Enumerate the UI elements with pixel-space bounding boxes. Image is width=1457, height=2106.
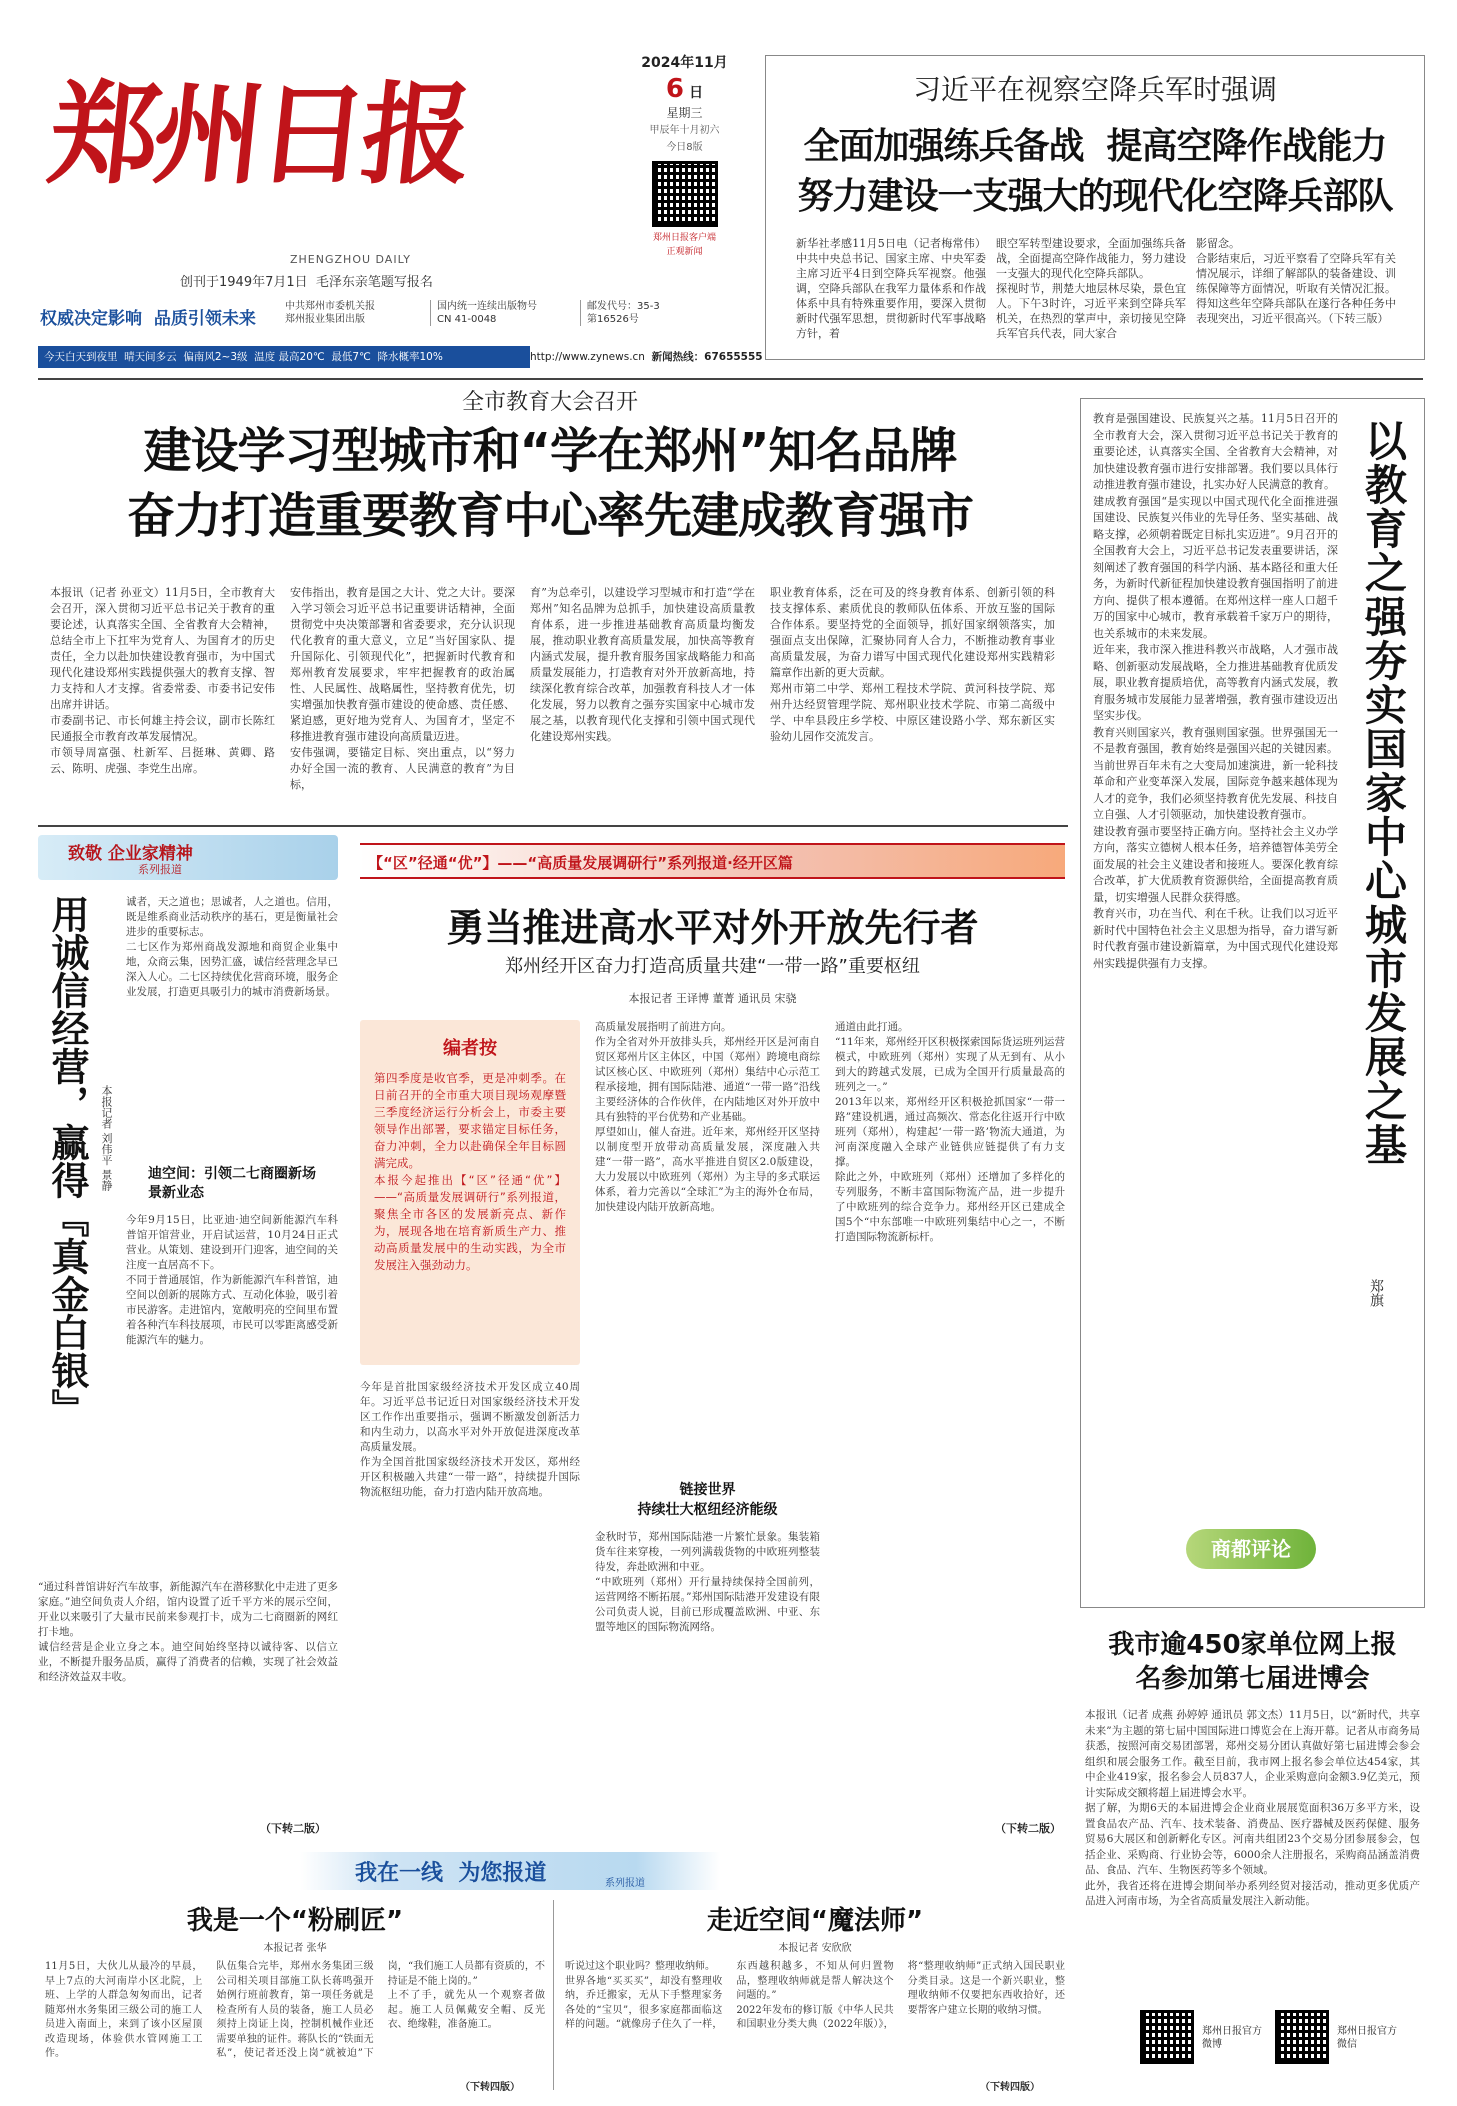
frontline-left-headline: 我是一个“粉刷匠”: [186, 1906, 404, 1936]
top-story: [765, 55, 1425, 360]
post-code: 邮发代号：35-3: [587, 301, 660, 312]
logo-english: ZHENGZHOU DAILY: [290, 253, 411, 266]
entrepreneur-continued: （下转二版）: [260, 1822, 326, 1835]
year-month: 2024年11月: [641, 55, 728, 71]
entrepreneur-headline: 用诚信经营，赢得『真金白银』: [45, 895, 89, 1427]
editor-note-box: [360, 1020, 580, 1365]
sponsor-1: 中共郑州市委机关报: [285, 301, 375, 312]
frontline-right-headline: 走近空间“魔法师”: [706, 1906, 924, 1936]
education-headline-1: 建设学习型城市和“学在郑州”知名品牌: [143, 423, 957, 479]
district-col-3: 通道由此打通。 “11年来，郑州经开区积极探索国际货运班列运营模式，中欧班列（郑州）实现了从无到有、从小到大的跨越式发展，已成为全国开行质量最高的班列之一。” 2013年以来，郑州经开区积极抢抓国家“一带一路”建设机遇，通过高频次、常态化往返开行中欧班列（郑州），构建起‘一带一路’物流大通道，为河南深度融入全球产业链供应链提供了有力支撑。 除此之外，中欧班列（郑州）还增加了多样化的专列服务，不断丰富国际物流产品，进一步提升了中欧班列的综合竞争力。郑州经开区已建成全国5个“中东部唯一中欧班列集结中心之一，不断打造国际物流新标杆。: [835, 1021, 1065, 1243]
day-line: [622, 74, 747, 104]
weekday: 星期三: [666, 106, 703, 120]
footer-qr-group: [1140, 2010, 1400, 2085]
entrepreneur-body-bottom: “通过科普馆讲好汽车故事，新能源汽车在潜移默化中走进了更多家庭。”迪空间负责人介绍，馆内设置了近千平方米的展示空间，开业以来吸引了大量市民前来参观打卡，成为二七商圈新的网红打卡地。 诚信经营是企业立身之本。迪空间始终坚持以诚待客、以信立业，不断提升服务品质，赢得了消费者的信赖，实现了社会效益和经济效益双丰收。: [38, 1581, 338, 1683]
editor-note-body: 第四季度是收官季，更是冲刺季。在日前召开的全市重大项目现场观摩暨三季度经济运行分析会上，市委主要领导作出部署，要求锚定目标任务，奋力冲刺，全力以赴确保全年目标圆满完成。 本报今起推出【“区”径通“优”】——“高质量发展调研行”系列报道，聚焦全市各区的发展新亮点、新作为，展现各地在培育新质生产力、推动高质量发展中的生动实践，为全市发展注入强劲动力。: [374, 1071, 566, 1272]
frontline-left-continued: （下转四版）: [460, 2082, 520, 2093]
district-section: [355, 835, 1070, 1845]
frontline-left-byline: 本报记者 张华: [263, 1943, 327, 1954]
website-link[interactable]: http://www.zynews.cn: [530, 351, 645, 363]
district-continued: （下转二版）: [995, 1822, 1061, 1835]
entrepreneur-subhead: 迪空间：引领二七商圈新场景新业态: [148, 1166, 316, 1201]
expo-headline: 我市逾450家单位网上报名参加第七届进博会: [1108, 1630, 1397, 1694]
top-story-col-3: 影留念。 合影结束后，习近平察看了空降兵军有关情况展示，详细了解部队的装备建设、训练保障等方面情况，听取有关情况汇报。得知这些年空降兵部队在遂行各种任务中表现突出，习近平很高兴。（下转三版）: [1196, 237, 1396, 325]
cn-label: 国内统一连续出版物号: [437, 301, 537, 312]
url-line: [530, 346, 763, 368]
commentary-box: [1080, 398, 1425, 1608]
slogan: 权威决定影响 品质引领未来: [40, 309, 256, 329]
top-story-kicker: 习近平在视察空降兵军时强调: [912, 73, 1277, 106]
newspaper-logo: 郑州日报: [43, 70, 473, 199]
page-count: 今日8版: [666, 142, 703, 153]
divider-frontline: [553, 1900, 554, 2090]
founded-line: [180, 271, 433, 290]
top-story-col-2: 眼空军转型建设要求，全面加强练兵备战，全面提高空降作战能力，努力建设一支强大的现代化空降兵部队。 探视时节，荆楚大地层林尽染，景色宜人。下午3时许，习近平来到空降兵军机关，在热烈的掌声中，亲切接见空降兵军官兵代表，同大家合: [996, 237, 1186, 340]
commentary-title: 以教育之强夯实国家中心城市发展之基: [1359, 419, 1408, 1167]
district-subhead: 郑州经开区奋力打造高质量共建“一带一路”重要枢纽: [505, 956, 920, 977]
frontline-left-body: 11月5日，大伙儿从最冷的早晨，早上7点的大河南岸小区北院，上班、上学的人群急匆匆而出，记者随郑州水务集团三级公司的施工人员进入南面上，来到了该小区屋顶改造现场，体验供水管网施工工作。 队伍集合完毕，郑州水务集团三级公司相关项目部施工队长蒋鸣强开始例行班前教育，第一项任务就是检查所有人员的装备，施工人员必须持上岗证上岗，控制机械作业还需要单独的证件。蒋队长的“铁面无私”，使记者还没上岗“就被迫”下岗，“我们施工人员都有资质的，不持证是不能上岗的。” 上不了手，就先从一个观察者做起。施工人员佩戴安全帽、反光衣、绝缘鞋，准备施工。: [45, 1961, 545, 2059]
calligraphy-note: 毛泽东亲笔题写报名: [315, 275, 433, 290]
entrepreneur-banner: [38, 835, 338, 880]
frontline-banner: [300, 1852, 720, 1890]
qr-label-app: 郑州日报客户端: [652, 233, 716, 243]
frontline-banner-title: 我在一线 为您报道: [355, 1861, 547, 1886]
entrepreneur-body-mid: 今年9月15日，比亚迪·迪空间新能源汽车科普馆开馆营业，开启试运营，10月24日正式营业。从策划、建设到开门迎客，迪空间的关注度一直居高不下。 不同于普通展馆，作为新能源汽车科普馆，迪空间以创新的展陈方式、互动化体验，吸引着市民游客。走进馆内，宽敞明亮的空间里布置着各种汽车科技展项，市民可以零距离感受新能源汽车的魅力。: [126, 1214, 338, 1346]
education-col-4: 职业教育体系，泛在可及的终身教育体系、创新引领的科技支撑体系、素质优良的教师队伍体系、开放互鉴的国际合作体系。要坚持党的全面领导，抓好国家纲领落实，加强面点支出保障，汇聚协同育人合力，不断推动教育事业高质量发展，为奋力谱写中国式现代化建设郑州实践精彩篇章作出新的更大贡献。 郑州市第二中学、郑州工程技术学院、黄河科技学院、郑州升达经贸管理学院、郑州职业技术学院、市第二高级中学、中牟县段庄乡学校、中原区建设路小学、郑东新区实验幼儿园作交流发言。: [770, 586, 1055, 743]
district-banner-text: 【“区”径通“优”】——“高质量发展调研行”系列报道·经开区篇: [368, 854, 793, 872]
top-story-headline-1: 全面加强练兵备战 提高空降作战能力: [803, 126, 1387, 167]
commentary-badge: 商都评论: [1186, 1529, 1316, 1569]
education-headline-2: 奋力打造重要教育中心率先建成教育强市: [126, 488, 973, 544]
sponsor-2: 郑州报业集团出版: [285, 314, 365, 325]
day-suffix: 日: [689, 85, 704, 101]
founded-date: 创刊于1949年7月1日: [180, 275, 308, 290]
commentary-body: 教育是强国建设、民族复兴之基。11月5日召开的全市教育大会，深入贯彻习近平总书记关于教育的重要论述，认真落实全国、全省教育大会精神，对加快建设教育强市进行安排部署。我们要以具体行动推进教育强市建设，扎实办好人民满意的教育。 建成教育强国“是实现以中国式现代化全面推进强国建设、民族复兴伟业的先导任务、坚实基础、战略支撑，必须朝着既定目标扎实迈进”。9月召开的全国教育大会上，习近平总书记发表重要讲话，深刻阐述了教育强国的科学内涵、基本路径和重大任务，为新时代新征程加快建设教育强国指明了前进方向、提供了根本遵循。在郑州这样一座人口超千万的国家中心城市，教育承载着千家万户的期待，也关系城市的未来发展。 近年来，我市深入推进科教兴市战略，人才强市战略、创新驱动发展战略，全力推进基础教育优质发展，职业教育提质培优，高等教育内涵式发展，教育服务城市发展能力显著增强，教育强市建设迈出坚实步伐。 教育兴则国家兴，教育强则国家强。世界强国无一不是教育强国，教育始终是强国兴起的关键因素。当前世界百年未有之大变局加速演进，新一轮科技革命和产业变革深入发展，国际竞争越来越体现为人才的竞争，我们必须坚持教育优先发展、科技自立自强、人才引领驱动，加快建设教育强市。 建设教育强市要坚持正确方向。坚持社会主义办学方向，落实立德树人根本任务，培养德智体美劳全面发展的社会主义建设者和接班人。要深化教育综合改革，扩大优质教育资源供给，全面提高教育质量，切实增强人民群众获得感。 教育兴市，功在当代、利在千秋。让我们以习近平新时代中国特色社会主义思想为指导，奋力谱写新时代教育强市建设新篇章，为中国式现代化建设郑州实践提供强有力支撑。: [1093, 412, 1338, 970]
frontline-right-continued: （下转四版）: [980, 2082, 1040, 2093]
district-col-1-low: 今年是首批国家级经济技术开发区成立40周年。习近平总书记近日对国家级经济技术开发区工作作出重要指示，强调不断激发创新活力和内生动力，以高水平对外开放促进深度改革高质量发展。 作为全国首批国家级经济技术开发区，郑州经开区积极融入共建“一带一路”，持续提升国际物流枢纽功能，奋力打造内陆开放高地。: [360, 1381, 580, 1498]
editor-note-title: 编者按: [443, 1038, 497, 1059]
day-number: 6: [665, 74, 684, 104]
expo-section: [1080, 1620, 1425, 2090]
cn-info: [430, 300, 537, 326]
entrepreneur-banner-series: 系列报道: [138, 863, 182, 876]
weibo-qr-label: 郑州日报官方微博: [1202, 2026, 1262, 2050]
frontline-right-body: 听说过这个职业吗？整理收纳师。 世界各地“买买买”，却没有整理收纳，乔迁搬家，无从下手整理家务各处的“宝贝”，很多家庭都面临这样的问题。“就像房子住久了一样，东西越积越多，不知从何归置物品，整理收纳师就是帮人解决这个问题的。” 2022年发布的修订版《中华人民共和国职业分类大典（2022年版）》，将“整理收纳师”正式纳入国民职业分类目录。这是一个新兴职业，整理收纳师不仅要把东西收拾好，还要帮客户建立长期的收纳习惯。: [565, 1961, 1065, 2030]
issue-number: 第16526号: [587, 314, 639, 325]
district-banner: [360, 843, 1065, 879]
entrepreneur-reporter: 本报记者 刘伟平 景静: [100, 1085, 113, 1191]
commentary-author: 郑旗: [1368, 1279, 1384, 1307]
education-col-3: 育”为总牵引，以建设学习型城市和打造“学在郑州”知名品牌为总抓手，加快建设高质量教育体系，进一步推进基础教育高质量均衡发展，推动职业教育高质量发展，加快高等教育内涵式发展，提升教育服务国家战略能力和高质量发展能力，打造教育对外开放新高地，持续深化教育综合改革，加强教育科技人才一体化发展，努力以教育之强夯实国家中心城市发展之基，以教育现代化支撑和引领中国式现代化建设郑州实践。: [530, 586, 755, 743]
education-kicker: 全市教育大会召开: [461, 390, 638, 415]
district-col-2: 高质量发展指明了前进方向。 作为全省对外开放排头兵，郑州经开区是河南自贸区郑州片区主体区，中国（郑州）跨境电商综试区核心区、中欧班列（郑州）集结中心示范工程承接地，拥有国际陆港、通道“一带一路”沿线主要经济体的合作伙伴，在内陆地区对外开放中具有独特的平台优势和产业基础。 厚望如山，催人奋进。近年来，郑州经开区坚持以制度型开放带动高质量发展，深度融入共建“一带一路”，高水平推进自贸区2.0版建设，大力发展以中欧班列（郑州）为主导的多式联运体系，着力完善以“全球汇”为主的海外仓布局，加快建设内陆开放新高地。: [595, 1021, 820, 1213]
weather-text: 今天白天到夜里 晴天间多云 偏南风2~3级 温度 最高20℃ 最低7℃ 降水概率10%: [44, 351, 443, 363]
district-subhead-2: 链接世界 持续壮大枢纽经济能级: [637, 1482, 778, 1518]
date-block: [622, 52, 747, 282]
entrepreneur-banner-title: 致敬 企业家精神: [68, 844, 193, 864]
top-story-col-1: 新华社孝感11月5日电（记者梅常伟）中共中央总书记、国家主席、中央军委主席习近平4日到空降兵军视察。他强调，空降兵部队在我军力量体系和作战体系中具有特殊重要作用，要深入贯彻新时代强军思想，贯彻新时代军事战略方针，着: [796, 237, 986, 340]
wechat-qr-label: 郑州日报官方微信: [1337, 2026, 1397, 2050]
post-info: [580, 300, 660, 326]
frontline-right-byline: 本报记者 安欣欣: [778, 1943, 852, 1954]
entrepreneur-section: [38, 835, 343, 1845]
education-col-2: 安伟指出，教育是国之大计、党之大计。要深入学习领会习近平总书记重要讲话精神，全面贯彻党中央决策部署和省委要求，充分认识现代化教育的重大意义，立足“当好国家队、提升国际化、引领现代化”，把握新时代教育和郑州教育发展要求，牢牢把握教育的政治属性、人民属性、战略属性，坚持教育优先，切实增强加快教育强市建设的使命感、责任感、紧迫感，更好地为党育人、为国育才，坚定不移推进教育强市建设向高质量迈进。 安伟强调，要锚定目标、突出重点，以“努力办好全国一流的教育、人民满意的教育”为目标，: [290, 586, 515, 791]
top-story-headline-2: 努力建设一支强大的现代化空降兵部队: [797, 176, 1393, 217]
district-col-2-low: 金秋时节，郑州国际陆港一片繁忙景象。集装箱货车往来穿梭，一列列满载货物的中欧班列整装待发，奔赴欧洲和中亚。 “中欧班列（郑州）开行量持续保持全国前列，运营网络不断拓展。”郑州国际陆港开发建设有限公司负责人说，目前已形成覆盖欧洲、中亚、东盟等地区的国际物流网络。: [595, 1531, 820, 1633]
expo-body: 本报讯（记者 成燕 孙婷婷 通讯员 郭文杰）11月5日，以“新时代，共享未来”为主题的第七届中国国际进口博览会在上海开幕。记者从市商务局获悉，按照河南交易团部署，郑州交易分团认真做好第七届进博会参会组织和展会服务工作。截至目前，我市网上报名参会单位达454家，其中企业419家，报名参会人员837人，企业采购意向金额3.9亿美元，预计实际成交额将超上届进博会水平。 据了解，为期6天的本届进博会企业商业展展览面积36万多平方米，设置食品农产品、汽车、技术装备、消费品、医疗器械及医药保健、服务贸易6大展区和创新孵化专区。河南共组团23个交易分团参展参会，包括企业、采购商、行业协会等，6000余人注册报名，采购商品涵盖消费品、食品、汽车、生物医药等多个领域。 此外，我省还将在进博会期间举办系列经贸对接活动，推动更多优质产品进入河南市场，为全省高质量发展注入新动能。: [1085, 1709, 1420, 1907]
frontline-left: [40, 1895, 550, 2095]
cn-number: CN 41-0048: [437, 314, 497, 325]
weibo-qr-code[interactable]: [1140, 2010, 1194, 2064]
wechat-qr-code[interactable]: [1275, 2010, 1329, 2064]
district-byline: 本报记者 王译博 董菁 通讯员 宋骁: [628, 992, 797, 1005]
entrepreneur-body-top: 诚者，天之道也；思诚者，人之道也。信用，既是维系商业活动秩序的基石，更是衡量社会进步的重要标志。 二七区作为郑州商战发源地和商贸企业集中地，众商云集，因势汇盛，诚信经营理念早已深入人心。二七区持续优化营商环境，服务企业发展，打造更具吸引力的城市消费新场景。: [126, 896, 338, 998]
education-col-1: 本报讯（记者 孙亚文）11月5日，全市教育大会召开，深入贯彻习近平总书记关于教育的重要论述，认真落实全国、全省教育大会精神，总结全市上下扛牢为党育人、为国育才的历史责任，全力以赴加快建设教育强市，为中国式现代化建设郑州实践提供强大的教育支撑、智力支持和人才支撑。省委常委、市委书记安伟出席并讲话。 市委副书记、市长何雄主持会议，副市长陈红民通报全市教育改革发展情况。 市领导周富强、杜新军、吕挺琳、黄卿、路云、陈明、虎强、李党生出席。: [50, 586, 275, 775]
app-qr-code[interactable]: [652, 161, 718, 227]
slogan-bar: [40, 292, 750, 334]
district-headline: 勇当推进高水平对外开放先行者: [446, 906, 979, 950]
news-hotline: 新闻热线：67655555: [651, 351, 763, 363]
lunar-date: 甲辰年十月初六: [649, 125, 720, 136]
qr-label-news: 正观新闻: [666, 247, 703, 257]
frontline-series: 系列报道: [605, 1878, 645, 1889]
sponsor-info: [285, 300, 375, 326]
frontline-right: [560, 1895, 1070, 2095]
